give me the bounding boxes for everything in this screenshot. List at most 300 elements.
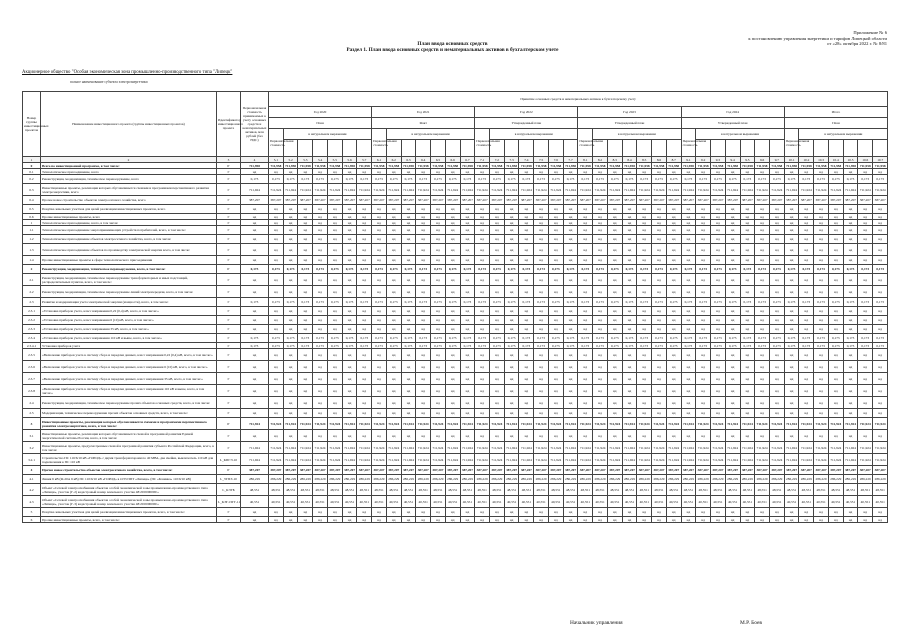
row-value-cell: нд — [372, 385, 387, 397]
row-value-cell: нд — [725, 169, 740, 175]
row-value-cell: 387,207 — [814, 466, 829, 475]
row-value-cell: 0,173 — [593, 175, 608, 184]
row-number: 2.4 — [23, 397, 41, 409]
row-value-cell: нд — [622, 235, 637, 244]
row-value-cell: нд — [386, 361, 401, 373]
row-value-cell: нд — [873, 220, 888, 226]
row-value-cell: 711,924 — [843, 418, 858, 430]
row-value-cell: нд — [711, 220, 726, 226]
row-value-cell: нд — [298, 307, 313, 316]
row-value-cell: нд — [563, 235, 578, 244]
row-value-cell: 0,173 — [342, 334, 357, 343]
row-value-cell: нд — [298, 256, 313, 265]
row-value-cell: нд — [519, 205, 534, 214]
row-value-cell: нд — [563, 349, 578, 361]
row-value-cell: нд — [298, 244, 313, 256]
row-value-cell: нд — [858, 397, 873, 409]
row-value-cell: нд — [799, 256, 814, 265]
row-value-cell: 711,924 — [666, 184, 681, 196]
row-value-cell: 387,207 — [357, 466, 372, 475]
row-value-cell: нд — [283, 226, 298, 235]
row-value-cell: 711,924 — [519, 184, 534, 196]
row-value-cell: нд — [828, 517, 843, 523]
row-value-cell: нд — [873, 235, 888, 244]
row-value-cell: 387,207 — [740, 466, 755, 475]
row-value-cell: нд — [563, 430, 578, 442]
row-value-cell: 0,173 — [460, 175, 475, 184]
row-value-cell: нд — [283, 169, 298, 175]
row-value-cell: 711,924 — [298, 442, 313, 454]
row-value-cell: нд — [475, 385, 490, 397]
document-title — [0, 41, 905, 53]
row-project-name: «Включение приборов учета в систему сбора и передачи данных, класс напряжения 110 кВ и выше, всего, в том числе:» — [41, 385, 217, 397]
row-value-cell: нд — [357, 220, 372, 226]
row-value-cell: 0,173 — [416, 298, 431, 307]
header-unit-cell — [445, 140, 460, 157]
row-value-cell: нд — [858, 409, 873, 418]
row-value-cell: нд — [637, 397, 652, 409]
row-value-cell: 0,173 — [622, 175, 637, 184]
row-value-cell: 711,924 — [828, 418, 843, 430]
row-value-cell: нд — [755, 205, 770, 214]
row-value-cell: 0,173 — [401, 298, 416, 307]
row-value-cell: 0,173 — [386, 298, 401, 307]
row-value-cell: нд — [814, 361, 829, 373]
row-value-cell: 0,173 — [313, 343, 328, 349]
row-value-cell: нд — [622, 214, 637, 220]
row-value-cell: нд — [269, 169, 284, 175]
column-number: 10.1 — [784, 157, 799, 163]
header-unit-cell — [431, 140, 446, 157]
row-value-cell: 0,173 — [519, 298, 534, 307]
row-value-cell: нд — [769, 385, 784, 397]
row-value-cell: 711,924 — [814, 442, 829, 454]
row-value-cell: нд — [740, 214, 755, 220]
row-value-cell: нд — [504, 256, 519, 265]
row-project-name: Строительство ПС 110/6/10 кВ «ГОРОД» с двумя трансформаторами по 40 МВА, две ячейки, выключатель 110 кВ для подключения к ПС 110 кВ — [41, 454, 217, 466]
row-value-cell: 711,958 — [830, 163, 842, 168]
row-value-cell: 711,924 — [298, 418, 313, 430]
row-value-cell: нд — [578, 508, 593, 517]
row-value-cell: нд — [504, 508, 519, 517]
row-value-cell: нд — [666, 373, 681, 385]
row-value-cell: нд — [696, 244, 711, 256]
row-value-cell: 711,924 — [357, 442, 372, 454]
row-initial-value: 711,924 — [241, 442, 269, 454]
row-value-cell: нд — [401, 316, 416, 325]
row-value-cell: нд — [504, 385, 519, 397]
row-value-cell: нд — [283, 430, 298, 442]
row-value-cell: 387,207 — [548, 196, 563, 205]
row-value-cell: нд — [327, 430, 342, 442]
row-value-cell: 711,924 — [607, 418, 622, 430]
row-value-cell: 0,173 — [504, 334, 519, 343]
row-value-cell: нд — [740, 169, 755, 175]
row-value-cell: нд — [342, 361, 357, 373]
row-value-cell: 711,924 — [681, 418, 696, 430]
table-row — [23, 517, 888, 523]
row-value-cell: 0,173 — [548, 298, 563, 307]
table-row — [23, 334, 888, 343]
row-value-cell: нд — [548, 286, 563, 298]
row-value-cell: нд — [858, 169, 873, 175]
row-value-cell: нд — [740, 373, 755, 385]
row-value-cell: 286,229 — [519, 475, 534, 484]
row-number: 4.3 — [23, 496, 41, 508]
row-value-cell: 48,551 — [681, 484, 696, 496]
row-initial-value: нд — [241, 517, 269, 523]
row-value-cell: 48,551 — [711, 484, 726, 496]
row-value-cell: нд — [372, 349, 387, 361]
row-initial-value: 0,173 — [241, 298, 269, 307]
row-value-cell: нд — [637, 361, 652, 373]
row-value-cell: нд — [607, 235, 622, 244]
row-value-cell: нд — [843, 373, 858, 385]
row-value-cell: нд — [563, 286, 578, 298]
row-value-cell: нд — [843, 226, 858, 235]
row-value-cell: 0,173 — [711, 175, 726, 184]
row-value-cell: нд — [269, 409, 284, 418]
row-value-cell: 0,173 — [519, 175, 534, 184]
row-value-cell: 0,173 — [843, 175, 858, 184]
row-value-cell: 0,173 — [534, 175, 549, 184]
row-value-cell: нд — [637, 244, 652, 256]
row-value-cell: нд — [784, 316, 799, 325]
row-value-cell: 711,924 — [445, 418, 460, 430]
row-value-cell: нд — [814, 307, 829, 316]
row-value-cell: нд — [652, 235, 667, 244]
row-value-cell: нд — [283, 409, 298, 418]
row-value-cell: нд — [666, 169, 681, 175]
row-value-cell: нд — [622, 169, 637, 175]
row-value-cell: 387,207 — [342, 466, 357, 475]
row-value-cell: нд — [298, 508, 313, 517]
row-project-id: Г — [217, 343, 241, 349]
row-value-cell: 711,924 — [460, 454, 475, 466]
row-value-cell: 0,173 — [652, 343, 667, 349]
row-value-cell: 711,958 — [447, 163, 459, 168]
row-value-cell: нд — [313, 220, 328, 226]
row-value-cell: 0,173 — [740, 343, 755, 349]
row-value-cell: нд — [534, 307, 549, 316]
row-value-cell: нд — [828, 397, 843, 409]
row-number: 3.1 — [23, 430, 41, 442]
row-value-cell: 286,229 — [298, 475, 313, 484]
row-value-cell: 0,173 — [490, 298, 505, 307]
row-value-cell: нд — [357, 235, 372, 244]
row-value-cell: нд — [814, 409, 829, 418]
row-project-id: Г — [217, 226, 241, 235]
row-value-cell: 40,551 — [622, 496, 637, 508]
row-value-cell: 711,924 — [814, 184, 829, 196]
row-value-cell: нд — [873, 307, 888, 316]
column-number: 10.3 — [814, 157, 829, 163]
row-value-cell: 0,173 — [416, 175, 431, 184]
table-row — [23, 298, 888, 307]
row-value-cell: 0,173 — [814, 298, 829, 307]
row-value-cell: 0,173 — [637, 298, 652, 307]
row-value-cell: нд — [607, 214, 622, 220]
row-value-cell: нд — [431, 256, 446, 265]
row-value-cell: 0,173 — [327, 343, 342, 349]
row-value-cell: 711,958 — [579, 163, 591, 168]
row-value-cell: нд — [828, 214, 843, 220]
header-year: Итого — [784, 107, 888, 118]
row-value-cell: нд — [327, 244, 342, 256]
row-value-cell: 711,958 — [594, 163, 606, 168]
row-value-cell: 711,924 — [578, 184, 593, 196]
row-value-cell: нд — [711, 430, 726, 442]
row-value-cell: нд — [548, 385, 563, 397]
row-value-cell: 0,173 — [711, 343, 726, 349]
column-number: 8.6 — [652, 157, 667, 163]
row-value-cell: нд — [519, 508, 534, 517]
row-value-cell: нд — [637, 409, 652, 418]
title-line: Раздел 1. План ввода основных средств и нематериальных активов в бухгалтерском учете — [346, 47, 559, 54]
row-value-cell: 40,551 — [298, 496, 313, 508]
header-finance: Первоначальная стоимость — [269, 129, 284, 157]
row-value-cell: нд — [681, 349, 696, 361]
signatory-position: Начальник управления — [570, 620, 623, 626]
row-value-cell: нд — [416, 316, 431, 325]
row-value-cell: нд — [843, 430, 858, 442]
row-value-cell: 0,173 — [622, 298, 637, 307]
row-value-cell: нд — [431, 307, 446, 316]
row-value-cell: нд — [460, 316, 475, 325]
row-value-cell: нд — [372, 226, 387, 235]
row-value-cell: 0,173 — [372, 175, 387, 184]
row-value-cell: 711,924 — [534, 418, 549, 430]
row-value-cell: нд — [755, 316, 770, 325]
row-project-id: L_ЗТПЭ-10 — [217, 475, 241, 484]
row-value-cell: 48,551 — [548, 484, 563, 496]
row-value-cell: 0,173 — [386, 334, 401, 343]
row-value-cell: нд — [490, 274, 505, 286]
row-value-cell: 711,924 — [652, 184, 667, 196]
row-value-cell: 387,207 — [652, 466, 667, 475]
row-value-cell: 0,173 — [490, 343, 505, 349]
row-value-cell: нд — [342, 214, 357, 220]
row-value-cell: нд — [563, 226, 578, 235]
row-project-id: Г — [217, 286, 241, 298]
row-value-cell: нд — [386, 169, 401, 175]
row-number: 1.2 — [23, 235, 41, 244]
row-project-name: Технологическое присоединение, всего, в том числе: — [41, 220, 217, 226]
row-value-cell: нд — [681, 430, 696, 442]
row-value-cell: нд — [755, 349, 770, 361]
row-value-cell: 387,207 — [563, 466, 578, 475]
row-value-cell: 0,173 — [769, 343, 784, 349]
row-value-cell: 0,173 — [386, 265, 401, 274]
header-unit-cell — [519, 140, 534, 157]
table-row — [23, 454, 888, 466]
row-value-cell: 387,207 — [711, 196, 726, 205]
row-project-name: Реконструкция, модернизация, техническое перевооружение прочих объектов основных средств, всего, в том числе: — [41, 397, 217, 409]
row-value-cell: нд — [445, 409, 460, 418]
row-value-cell: нд — [445, 508, 460, 517]
row-value-cell: 0,173 — [873, 265, 888, 274]
row-value-cell: 711,924 — [725, 454, 740, 466]
row-value-cell: нд — [578, 274, 593, 286]
row-value-cell: нд — [269, 307, 284, 316]
row-value-cell: 711,924 — [725, 442, 740, 454]
row-value-cell: нд — [740, 430, 755, 442]
row-value-cell: нд — [873, 397, 888, 409]
row-value-cell: нд — [637, 349, 652, 361]
row-value-cell: нд — [740, 409, 755, 418]
row-value-cell: нд — [490, 286, 505, 298]
row-value-cell: нд — [784, 235, 799, 244]
row-value-cell: 40,551 — [431, 496, 446, 508]
row-value-cell: нд — [681, 307, 696, 316]
row-project-name: Покупка земельных участков для целей реализации инвестиционных проектов, всего — [41, 205, 217, 214]
row-value-cell: 48,551 — [460, 484, 475, 496]
row-value-cell: нд — [548, 169, 563, 175]
row-value-cell: нд — [504, 409, 519, 418]
row-value-cell: 711,924 — [873, 184, 888, 196]
row-value-cell: нд — [401, 430, 416, 442]
row-value-cell: 286,229 — [342, 475, 357, 484]
row-value-cell: нд — [666, 430, 681, 442]
row-value-cell: нд — [386, 256, 401, 265]
row-value-cell: 711,924 — [548, 418, 563, 430]
row-value-cell: нд — [327, 325, 342, 334]
row-value-cell: 711,924 — [490, 184, 505, 196]
row-value-cell: 387,207 — [843, 196, 858, 205]
row-value-cell: 0,173 — [372, 265, 387, 274]
row-value-cell: нд — [784, 430, 799, 442]
row-value-cell: 40,551 — [269, 496, 284, 508]
row-value-cell: нд — [637, 214, 652, 220]
row-value-cell: 0,173 — [769, 298, 784, 307]
row-value-cell: нд — [652, 397, 667, 409]
row-value-cell: нд — [504, 349, 519, 361]
row-value-cell: нд — [431, 226, 446, 235]
row-value-cell: нд — [548, 373, 563, 385]
row-value-cell: нд — [372, 307, 387, 316]
row-value-cell: нд — [681, 244, 696, 256]
row-value-cell: 286,229 — [755, 475, 770, 484]
row-value-cell: нд — [342, 226, 357, 235]
row-value-cell: нд — [460, 307, 475, 316]
row-value-cell: нд — [313, 244, 328, 256]
row-value-cell: нд — [769, 430, 784, 442]
row-value-cell: нд — [283, 361, 298, 373]
row-value-cell: нд — [563, 169, 578, 175]
row-value-cell: 711,924 — [269, 184, 284, 196]
column-number: 8.1 — [578, 157, 593, 163]
row-project-name: Инвестиционные проекты, реализация которых обуславливается схемами и программами перспективного развития электроэнергетики, всего — [41, 184, 217, 196]
row-value-cell: нд — [696, 517, 711, 523]
row-value-cell: нд — [666, 508, 681, 517]
header-unit-cell — [504, 140, 519, 157]
row-value-cell: нд — [327, 256, 342, 265]
row-value-cell: нд — [755, 214, 770, 220]
row-value-cell: нд — [681, 220, 696, 226]
row-value-cell: 0,173 — [873, 175, 888, 184]
row-value-cell: нд — [504, 286, 519, 298]
row-project-name: Реконструкция, модернизация, техническое перевооружение, всего — [41, 175, 217, 184]
row-value-cell: нд — [593, 235, 608, 244]
column-number: 10.7 — [873, 157, 888, 163]
row-value-cell: нд — [534, 205, 549, 214]
row-value-cell: нд — [401, 256, 416, 265]
row-number: 2.3.5 — [23, 349, 41, 361]
row-value-cell: 387,207 — [431, 196, 446, 205]
row-value-cell: 387,207 — [769, 196, 784, 205]
row-value-cell: 387,207 — [873, 196, 888, 205]
row-value-cell: нд — [652, 361, 667, 373]
row-value-cell: нд — [858, 256, 873, 265]
row-value-cell: нд — [283, 397, 298, 409]
table-row — [23, 325, 888, 334]
row-value-cell: нд — [711, 397, 726, 409]
row-value-cell: 40,551 — [313, 496, 328, 508]
column-number: 1 — [23, 157, 41, 163]
row-initial-value: нд — [241, 349, 269, 361]
row-value-cell: нд — [843, 286, 858, 298]
row-value-cell: нд — [799, 517, 814, 523]
row-value-cell: 711,924 — [740, 454, 755, 466]
row-value-cell: 40,551 — [460, 496, 475, 508]
row-value-cell: нд — [622, 316, 637, 325]
row-number: 2.5 — [23, 409, 41, 418]
row-value-cell: нд — [490, 325, 505, 334]
row-value-cell: 40,551 — [784, 496, 799, 508]
row-value-cell: нд — [416, 307, 431, 316]
row-value-cell: нд — [666, 256, 681, 265]
row-value-cell: нд — [622, 274, 637, 286]
row-value-cell: 40,551 — [504, 496, 519, 508]
row-value-cell: нд — [858, 235, 873, 244]
row-value-cell: 40,551 — [711, 496, 726, 508]
row-value-cell: 0,173 — [799, 298, 814, 307]
row-value-cell: 40,551 — [858, 496, 873, 508]
row-value-cell: нд — [431, 409, 446, 418]
row-value-cell: нд — [386, 235, 401, 244]
row-value-cell: нд — [637, 316, 652, 325]
row-value-cell: нд — [740, 226, 755, 235]
row-value-cell: 387,207 — [401, 196, 416, 205]
row-value-cell: нд — [858, 361, 873, 373]
row-value-cell: нд — [666, 274, 681, 286]
row-value-cell: нд — [269, 316, 284, 325]
row-number: 6 — [23, 517, 41, 523]
row-value-cell: 387,207 — [725, 466, 740, 475]
row-value-cell: 0,173 — [725, 334, 740, 343]
row-value-cell: 387,207 — [460, 466, 475, 475]
row-value-cell: нд — [814, 430, 829, 442]
row-value-cell: 48,551 — [386, 484, 401, 496]
row-value-cell: нд — [548, 316, 563, 325]
row-value-cell: нд — [313, 307, 328, 316]
row-value-cell: нд — [386, 430, 401, 442]
row-value-cell: нд — [858, 349, 873, 361]
row-value-cell: нд — [873, 214, 888, 220]
row-value-cell: нд — [593, 169, 608, 175]
row-value-cell: нд — [637, 517, 652, 523]
row-value-cell: нд — [519, 244, 534, 256]
row-value-cell: 0,173 — [828, 334, 843, 343]
row-project-name: Линия 6 кВ (Ф-20А 6 кВ) ПС 110/6/10 кВ «ГОРОД» в ОЭЗ ППТ «Липецк» (ПС «Казинка» 110/6/10 кВ) — [41, 475, 217, 484]
row-value-cell: нд — [445, 316, 460, 325]
table-row — [23, 496, 888, 508]
row-value-cell: нд — [666, 385, 681, 397]
row-value-cell: нд — [578, 244, 593, 256]
row-value-cell: нд — [342, 397, 357, 409]
row-value-cell: 0,173 — [431, 334, 446, 343]
row-value-cell: нд — [534, 373, 549, 385]
